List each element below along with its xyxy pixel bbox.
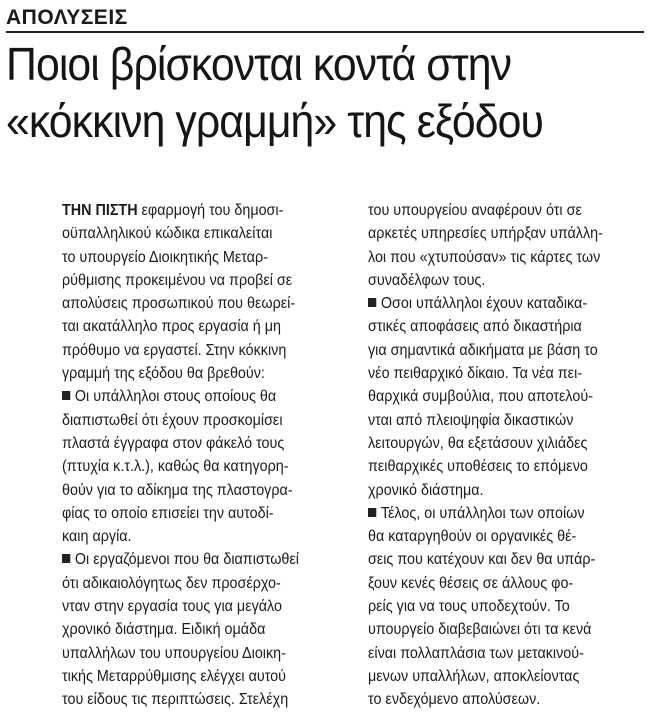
line-text: θα καταργηθούν οι οργανικές θέ- (368, 528, 577, 546)
text-line (62, 688, 338, 711)
text-line (62, 502, 338, 525)
line-text: νέο πειθαρχικό δίκαιο. Τα νέα πει- (368, 365, 583, 383)
line-text: υπουργείο διαβεβαιώνει ότι τα κενά (368, 621, 592, 639)
line-text: γραμμή της εξόδου θα βρεθούν: (62, 365, 265, 383)
line-text: νταν στην εργασία τους για μεγάλο (62, 598, 282, 616)
text-line (62, 385, 338, 408)
text-line (62, 432, 338, 455)
line-text: υπαλλήλων του υπουργείου Διοικη- (62, 644, 286, 662)
line-text: καιη αργία. (62, 528, 132, 546)
text-line (368, 432, 627, 455)
text-line (62, 292, 338, 315)
text-line (62, 525, 338, 548)
text-line (368, 525, 627, 548)
text-line (62, 572, 338, 595)
text-line (62, 339, 338, 362)
line-text: Τέλος, οι υπάλληλοι των οποίων (380, 504, 585, 522)
line-text: νται από πλειοψηφία δικαστικών (368, 411, 574, 429)
text-line (368, 479, 627, 502)
article-body (62, 199, 650, 712)
text-line (368, 665, 627, 688)
text-line (368, 269, 627, 292)
line-text: απολύσεις προσωπικού που θεωρεί- (62, 295, 296, 313)
text-line (62, 595, 338, 618)
line-text: Οι υπάλληλοι στους οποίους θα (74, 388, 277, 406)
text-line (62, 479, 338, 502)
line-text: Οσοι υπάλληλοι έχουν καταδικα- (380, 295, 588, 313)
square-bullet-icon (62, 391, 70, 400)
text-line (368, 572, 627, 595)
line-text: ότι αδικαιολόγητως δεν προσέρχο- (62, 574, 281, 592)
text-line (368, 595, 627, 618)
line-text: ξουν κενές θέσεις σε άλλους φο- (368, 574, 574, 592)
text-line (62, 455, 338, 478)
text-line (368, 618, 627, 641)
line-text: είναι πολλαπλάσια των μετακινού- (368, 644, 584, 662)
text-line (368, 315, 627, 338)
line-text: (πτυχία κ.τ.λ.), καθώς θα κατηγορη- (62, 458, 289, 476)
lead-in: ΤΗΝ ΠΙΣΤΗ (62, 202, 138, 219)
line-text: του είδους τις περιπτώσεις. Στελέχη (62, 691, 289, 709)
section-kicker: ΑΠΟΛΥΣΕΙΣ (6, 6, 128, 29)
line-text: το ενδεχόμενο απολύσεων. (368, 691, 541, 709)
left-column (62, 199, 362, 712)
line-text: πρόθυμο να εργαστεί. Στην κόκκινη (62, 341, 287, 359)
line-text: στικές αποφάσεις από δικαστήρια (368, 318, 582, 336)
line-text: λοι που «χτυπούσαν» τις κάρτες των (368, 248, 601, 266)
text-line (368, 362, 627, 385)
text-line (62, 199, 338, 222)
line-text: ται ακατάλληλο προς εργασία ή μη (62, 318, 282, 336)
text-line (368, 409, 627, 432)
right-column (368, 199, 650, 712)
line-text: οϋπαλληλικού κώδικα επικαλείται (62, 225, 273, 243)
square-bullet-icon (62, 554, 70, 563)
text-line (368, 642, 627, 665)
line-text: πειθαρχικές υποθέσεις το επόμενο (368, 458, 588, 476)
line-text: θούν για το αδίκημα της πλαστογρα- (62, 481, 293, 499)
text-line (62, 642, 338, 665)
line-text: χρονικό διάστημα. Ειδική ομάδα (62, 621, 266, 639)
text-line (368, 385, 627, 408)
line-text: του υπουργείου αναφέρουν ότι σε (368, 202, 582, 219)
line-text: φίας το οποίο επισείει την αυτοδί- (62, 504, 274, 522)
square-bullet-icon (368, 508, 376, 517)
line-text: σεις που κατέχουν και δεν θα υπάρ- (368, 551, 596, 569)
text-line (368, 246, 627, 269)
line-text: αρκετές υπηρεσίες υπήρξαν υπάλλη- (368, 225, 603, 243)
text-line (368, 222, 627, 245)
line-text: ρύθμισης προκειμένου να προβεί σε (62, 271, 293, 289)
text-line (368, 455, 627, 478)
text-line (62, 246, 338, 269)
text-line (62, 222, 338, 245)
text-line (62, 315, 338, 338)
square-bullet-icon (368, 298, 376, 307)
text-line (62, 362, 338, 385)
text-line (368, 502, 627, 525)
text-line (62, 665, 338, 688)
line-text: ρείς για να τους υποδεχτούν. Το (368, 598, 570, 616)
text-line (368, 199, 627, 222)
line-text: εφαρμογή του δημοσι- (137, 202, 284, 219)
line-text: συναδέλφων τους. (368, 271, 486, 289)
text-line (368, 292, 627, 315)
line-text: διαπιστωθεί ότι έχουν προσκομίσει (62, 411, 283, 429)
headline-line-2: «κόκκινη γραμμή» της εξόδου (6, 95, 543, 147)
line-text: πλαστά έγγραφα στον φάκελό τους (62, 434, 285, 452)
line-text: μενων υπαλλήλων, αποκλείοντας (368, 667, 580, 685)
line-text: θαρχικά συμβούλια, που αποτελού- (368, 388, 593, 406)
text-line (368, 688, 627, 711)
text-line (62, 618, 338, 641)
line-text: χρονικό διάστημα. (368, 481, 484, 499)
headline-line-1: Ποιοι βρίσκονται κοντά στην (6, 38, 512, 90)
kicker-divider (6, 31, 644, 33)
text-line (62, 409, 338, 432)
article-headline (6, 36, 601, 150)
text-line (368, 548, 627, 571)
line-text: τικής Μεταρρύθμισης ελέγχει αυτού (62, 667, 287, 685)
text-line (62, 269, 338, 292)
text-line (62, 548, 338, 571)
line-text: λειτουργών, θα εξετάσουν χιλιάδες (368, 434, 588, 452)
text-line (368, 339, 627, 362)
line-text: το υπουργείο Διοικητικής Μεταρ- (62, 248, 268, 266)
line-text: Οι εργαζόμενοι που θα διαπιστωθεί (74, 551, 299, 569)
line-text: για σημαντικά αδικήματα με βάση το (368, 341, 598, 359)
